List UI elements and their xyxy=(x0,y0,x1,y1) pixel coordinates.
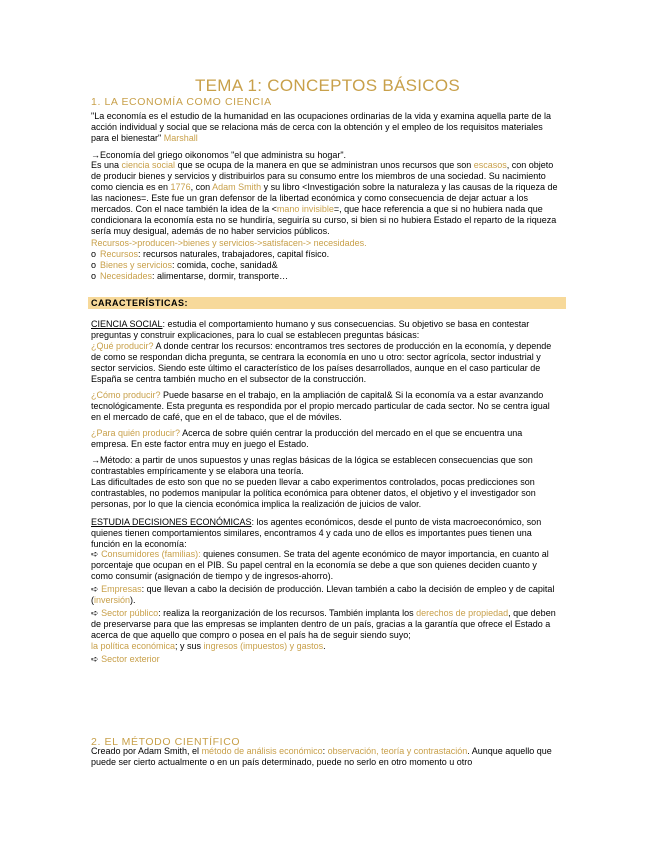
text-run: quienes consumen. Se trata del agente económico de mayor importancia, en cuanto al porcentaje que ocupan en el PIB. Su papel central en la economía se debe a que son quienes deciden cuanto y como consumir (asignación de tiempo y de ingresos-ahorro). xyxy=(91,549,549,581)
etymology-line: →Economía del griego oikonomos "el que administra su hogar". xyxy=(91,150,347,160)
item-key: Bienes y servicios xyxy=(100,260,173,270)
term-observacion: observación, teoría y contrastación xyxy=(327,746,468,756)
text-run: ; y sus xyxy=(175,641,204,651)
section-heading-metodo: 2. EL MÉTODO CIENTÍFICO xyxy=(91,736,241,748)
term-escasos: escasos xyxy=(473,160,507,170)
question-para-quien: ¿Para quién producir? xyxy=(91,428,181,438)
list-item xyxy=(91,654,561,665)
label-ciencia-social: CIENCIA SOCIAL xyxy=(91,319,163,329)
marshall-quote xyxy=(91,111,561,144)
item-key: Necesidades xyxy=(100,271,153,281)
term-year: 1776 xyxy=(170,182,191,192)
ciencia-social-paragraph xyxy=(91,319,561,385)
arrow-icon: ➪ xyxy=(91,654,99,664)
term-derechos-propiedad: derechos de propiedad xyxy=(416,608,509,618)
quote-author: Marshall xyxy=(163,133,198,143)
text-run: Creado por Adam Smith, el xyxy=(91,746,202,756)
term-inversion: inversión xyxy=(94,595,131,605)
para-quien-paragraph xyxy=(91,428,561,450)
list-item xyxy=(91,260,561,271)
decisiones-paragraph xyxy=(91,517,561,550)
page-title: TEMA 1: CONCEPTOS BÁSICOS xyxy=(194,76,461,95)
text-run: . xyxy=(323,641,326,651)
text-run: , con objeto de producir bienes y servicios y distribuirlos para su consumo entre los miembros de una sociedad. Su nacimiento como ciencia es en xyxy=(91,160,554,192)
como-producir-paragraph xyxy=(91,390,561,423)
metodo-paragraph: →Método: a partir de unos supuestos y unas reglas básicas de la lógica se establecen consecuencias que son contrastables empíricamente y se elabora una teoría. xyxy=(91,455,533,476)
text-run: . Aunque aquello que puede ser cierto actualmente o en un país determinado, puede no serlo en otro momento u otro xyxy=(91,746,552,767)
label-decisiones: ESTUDIA DECISIONES ECONÓMICAS xyxy=(91,517,252,527)
list-item xyxy=(91,271,561,282)
term-politica-economica: la política económica xyxy=(91,641,176,651)
definition-paragraph xyxy=(91,160,561,237)
term-adam-smith: Adam Smith xyxy=(212,182,262,192)
resource-chain: Recursos->producen->bienes y servicios->satisfacen-> necesidades. xyxy=(91,238,367,248)
item-value: : comida, coche, sanidad& xyxy=(172,260,278,270)
agent-consumidores: Consumidores (familias): xyxy=(101,549,201,559)
text-run: : estudia el comportamiento humano y sus consecuencias. Su objetivo se basa en contestar preguntas y construir explicaciones, para lo cual se establecen preguntas básicas: xyxy=(91,319,530,340)
quote-text: "La economía es el estudio de la humanidad en las ocupaciones ordinarias de la vida y examina aquella parte de la acción individual y social que se relaciona más de cerca con la obtención y el empleo de los requisitos materiales para el bienestar" xyxy=(91,111,551,143)
agent-sector-publico: Sector público xyxy=(101,608,159,618)
arrow-icon: ➪ xyxy=(91,608,99,618)
bullet-icon: o xyxy=(91,260,97,270)
agentes-list xyxy=(91,549,561,665)
text-run: : los agentes económicos, desde el punto de vista macroeconómico, son quienes tienen comportamientos similares, encontramos 4 y cada uno de ellos es importantes pues tienen una función en la economía: xyxy=(91,517,542,549)
arrow-icon: ➪ xyxy=(91,549,99,559)
text-run: que se ocupa de la manera en que se administran unos recursos que son xyxy=(175,160,474,170)
term-metodo-analisis: método de análisis económico xyxy=(201,746,323,756)
text-run: Es una xyxy=(91,160,122,170)
text-run: ). xyxy=(130,595,136,605)
term-ciencia-social: ciencia social xyxy=(121,160,176,170)
agent-empresas: Empresas xyxy=(101,584,142,594)
dificultades-paragraph: Las dificultades de esto son que no se pueden llevar a cabo experimentos controlados, pocas predicciones son contrastables, no podemos manipular la política económica para obtener datos, el objetivo y el investigador son personas, por lo que la ciencia económica implica la realización de juicios de valor. xyxy=(91,477,536,509)
text-run: , con xyxy=(190,182,213,192)
text-run: , que deben de preservarse para que las empresas se implanten dentro de un país, gracias a la garantía que ofrece el Estado a acerca de que aquello que compro o posea en el país ha de seguir siendo suyo; xyxy=(91,608,556,640)
bullet-icon: o xyxy=(91,249,97,259)
text-run: Puede basarse en el trabajo, en la ampliación de capital& Si la economía va a estar avanzando tecnológicamente. Esta pregunta es respondida por el propio mercado particular de cada sector. No se centra igual en el mercado de café, que en el de tabaco, que el de móviles. xyxy=(91,390,550,422)
section-heading-economia: 1. LA ECONOMÍA COMO CIENCIA xyxy=(91,96,272,108)
characteristics-heading: CARACTERÍSTICAS: xyxy=(91,298,188,308)
agent-sector-exterior: Sector exterior xyxy=(101,654,160,664)
item-value: : alimentarse, dormir, transporte… xyxy=(152,271,289,281)
list-item xyxy=(91,584,561,606)
list-item xyxy=(91,549,561,582)
item-key: Recursos xyxy=(100,249,139,259)
text-run: A donde centrar los recursos: encontramos tres sectores de producción en la economía, y depende de como se respondan dicha pregunta, se centrara la economía en uno u otro: sector agrícola, sector industrial y sector servicios. Siendo este último el característico de los países desarrollados, aunque en el caso particular de España se centra también mucho en el subsector de la construcción. xyxy=(91,341,552,384)
text-run: : realiza la reorganización de los recursos. También implanta los xyxy=(158,608,417,618)
text-run: =, que hace referencia a que si no hubiera nada que condicionara la economía esta no se hundiría, seguiría su curso, si bien si no hubiera Estado el reparto de la riqueza sería muy desigual, además de no haber servicios públicos. xyxy=(91,204,557,236)
term-ingresos-gastos: ingresos (impuestos) y gastos xyxy=(203,641,324,651)
text-run: Acerca de sobre quién centrar la producción del mercado en el que se encuentra una empresa. En este factor entra muy en juego el Estado. xyxy=(91,428,523,449)
item-value: : recursos naturales, trabajadores, capital físico. xyxy=(138,249,330,259)
arrow-icon: ➪ xyxy=(91,584,99,594)
metodo-cientifico-paragraph xyxy=(91,746,561,768)
text-run: : xyxy=(322,746,328,756)
term-mano-invisible: mano invisible xyxy=(276,204,334,214)
text-run: : que llevan a cabo la decisión de producción. Llevan también a cabo la decisión de empleo y de capital ( xyxy=(91,584,555,605)
list-item xyxy=(91,249,561,260)
bullet-icon: o xyxy=(91,271,97,281)
resource-list xyxy=(91,249,561,282)
text-run: y su libro <Investigación sobre la naturaleza y las causas de la riqueza de las naciones=. Este fue un gran defensor de la libertad económica y como consecuencia de dejar actuar a los mercados. Con el nace también la idea de la < xyxy=(91,182,558,214)
question-como-producir: ¿Cómo producir? xyxy=(91,390,161,400)
list-item xyxy=(91,608,561,652)
question-que-producir: ¿Qué producir? xyxy=(91,341,154,351)
